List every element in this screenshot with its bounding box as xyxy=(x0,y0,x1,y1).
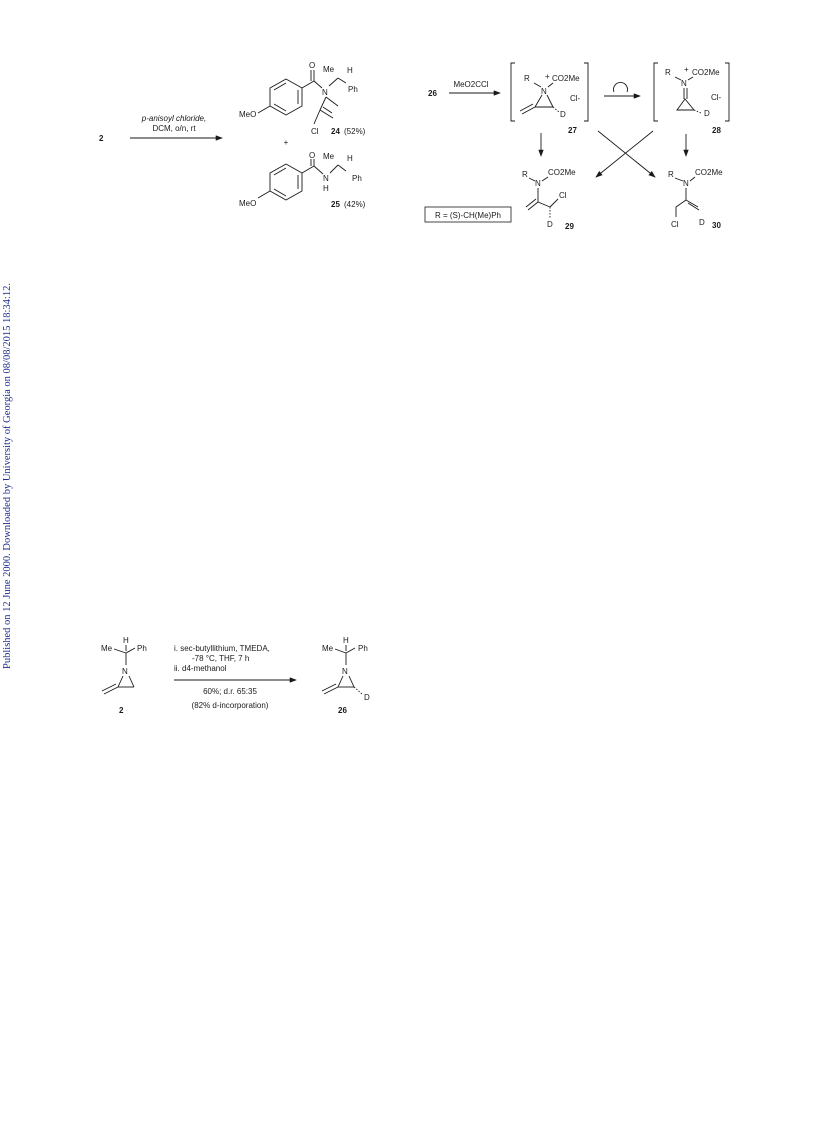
compound-24-number: 24 xyxy=(331,127,340,136)
reagent-line-1: p-anisoyl chloride, xyxy=(141,114,207,123)
download-watermark: Published on 12 June 2000. Downloaded by University of Georgia on 08/08/2015 18:34:12. xyxy=(2,283,13,669)
n-label-27: N xyxy=(541,87,547,96)
compound-27-number: 27 xyxy=(568,126,577,135)
bottom-reagent-line-1: i. sec-butyllithium, TMEDA, xyxy=(174,644,270,653)
n-label-26: N xyxy=(342,667,348,676)
d-label-27: D xyxy=(560,110,566,119)
cl-label-24: Cl xyxy=(311,127,319,136)
n-label-25: N xyxy=(323,174,329,183)
ph-label-2: Ph xyxy=(137,644,147,653)
plus-sign: + xyxy=(283,138,289,147)
charge-27: + xyxy=(545,72,550,81)
r-label-29: R xyxy=(522,170,528,179)
compound-26-label: 26 xyxy=(428,89,437,98)
n-label-2: N xyxy=(122,667,128,676)
ph-label-25: Ph xyxy=(352,174,362,183)
r-label-27: R xyxy=(524,74,530,83)
h-label-2: H xyxy=(123,636,129,645)
cross-arrow-2 xyxy=(596,131,653,177)
me-label-24: Me xyxy=(323,65,335,74)
scheme-top-right xyxy=(425,63,729,231)
carbonyl-o-24: O xyxy=(309,61,316,70)
meo-label-24: MeO xyxy=(239,110,257,119)
h-label-25: H xyxy=(347,154,353,163)
nh-label-25: H xyxy=(323,184,329,193)
compound-28-number: 28 xyxy=(712,126,721,135)
me-label-26: Me xyxy=(322,644,334,653)
compound-2-bottom-number: 2 xyxy=(119,706,124,715)
bottom-reagent-line-2: -78 °C, THF, 7 h xyxy=(192,654,250,663)
co2me-label-27: CO2Me xyxy=(552,74,580,83)
reagent-line-2: DCM, o/n, rt xyxy=(152,124,196,133)
r-label-30: R xyxy=(668,170,674,179)
bottom-reagent-line-3: ii. d4-methanol xyxy=(174,664,227,673)
d-label-29: D xyxy=(547,220,553,229)
ph-label-24: Ph xyxy=(348,85,358,94)
bottom-result-line-2: (82% d-incorporation) xyxy=(191,701,269,710)
h-label-26: H xyxy=(343,636,349,645)
bracket-left-28 xyxy=(654,63,658,121)
co2me-label-30: CO2Me xyxy=(695,168,723,177)
reagent-meo2ccl: MeO2CCl xyxy=(453,80,489,89)
n-label-28: N xyxy=(681,79,687,88)
r-definition-text: R = (S)-CH(Me)Ph xyxy=(434,211,502,220)
co2me-label-28: CO2Me xyxy=(692,68,720,77)
compound-29-number: 29 xyxy=(565,222,574,231)
structure-29 xyxy=(522,168,576,231)
n-label-24: N xyxy=(322,88,328,97)
cl-label-30: Cl xyxy=(671,220,679,229)
cl-minus-27: Cl- xyxy=(570,94,581,103)
compound-26-bottom-number: 26 xyxy=(338,706,347,715)
structure-27 xyxy=(520,72,581,119)
structure-28 xyxy=(665,65,722,118)
bracket-left-27 xyxy=(511,63,515,121)
structure-30 xyxy=(668,168,723,230)
compound-25-yield: (42%) xyxy=(344,200,366,209)
h-label-24: H xyxy=(347,66,353,75)
d-label-28: D xyxy=(704,109,710,118)
cross-arrow-1 xyxy=(598,131,655,177)
d-label-26: D xyxy=(364,693,370,702)
d-label-30: D xyxy=(699,218,705,227)
cl-label-29: Cl xyxy=(559,191,567,200)
ring-opening-arc xyxy=(614,82,628,92)
r-label-28: R xyxy=(665,68,671,77)
structure-2 xyxy=(101,636,147,715)
bracket-right-27 xyxy=(584,63,588,121)
bracket-right-28 xyxy=(725,63,729,121)
compound-30-number: 30 xyxy=(712,221,721,230)
n-label-29: N xyxy=(535,179,541,188)
meo-label-25: MeO xyxy=(239,199,257,208)
structure-25 xyxy=(239,151,366,209)
compound-25-number: 25 xyxy=(331,200,340,209)
compound-2-label: 2 xyxy=(99,134,104,143)
structure-26 xyxy=(322,636,370,715)
compound-24-yield: (52%) xyxy=(344,127,366,136)
co2me-label-29: CO2Me xyxy=(548,168,576,177)
ph-label-26: Ph xyxy=(358,644,368,653)
carbonyl-o-25: O xyxy=(309,151,316,160)
structure-24 xyxy=(239,61,366,136)
scheme-bottom xyxy=(101,636,370,715)
charge-28: + xyxy=(684,65,689,74)
me-label-2: Me xyxy=(101,644,113,653)
bottom-result-line-1: 60%; d.r. 65:35 xyxy=(203,687,257,696)
me-label-25: Me xyxy=(323,152,335,161)
scheme-top-left xyxy=(99,61,366,209)
cl-minus-28: Cl- xyxy=(711,93,722,102)
n-label-30: N xyxy=(683,179,689,188)
